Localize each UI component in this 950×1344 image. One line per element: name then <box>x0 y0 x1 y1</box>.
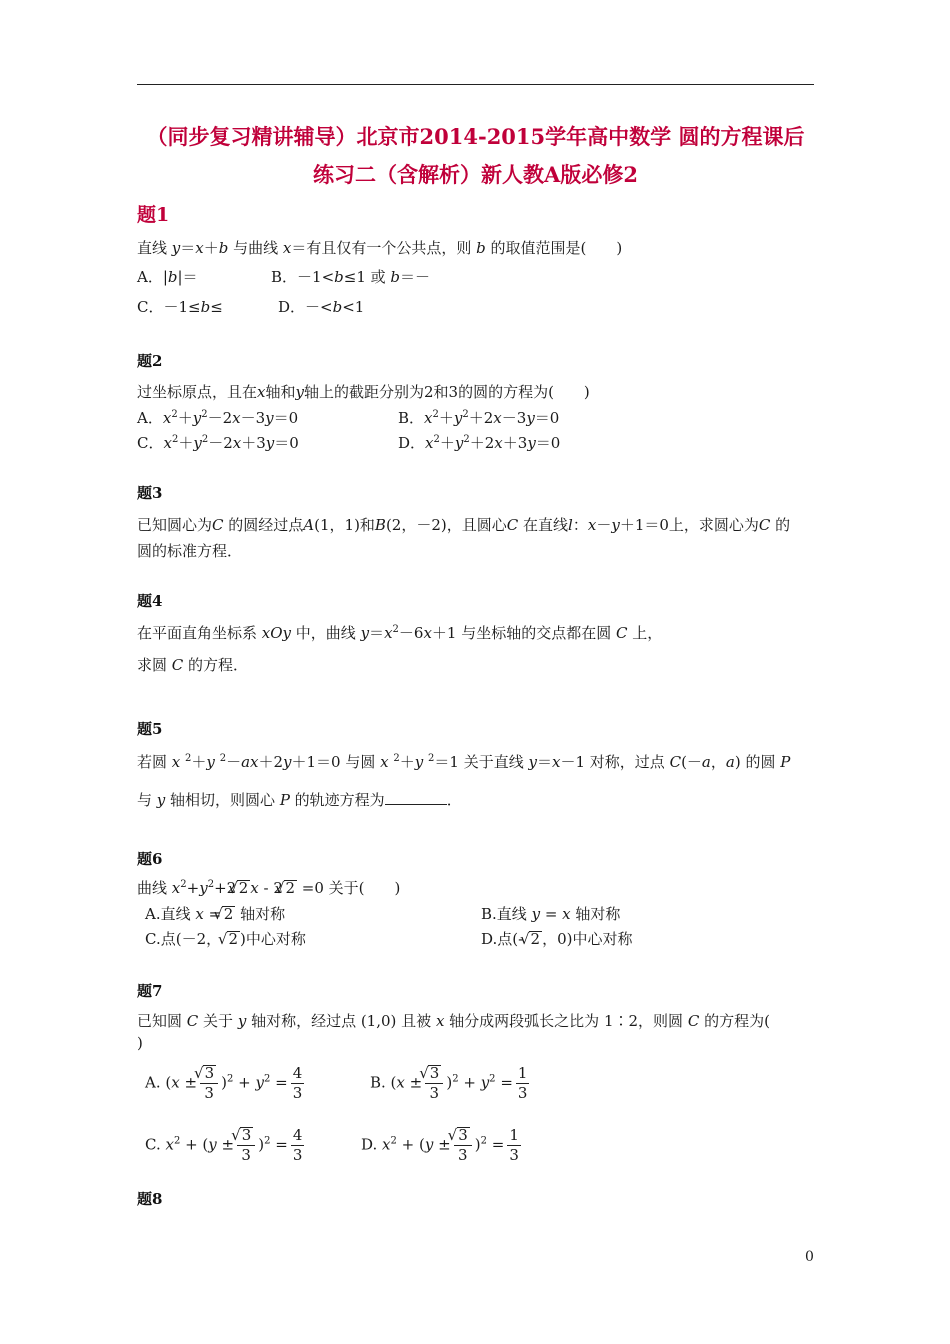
question-6-option-a: A.直线 x =√ 2 轴对称 <box>145 903 285 924</box>
title-line-2: 练习二（含解析）新人教A版必修2 <box>313 162 638 187</box>
question-6-option-d: D.点(- √ 2 ，0)中心对称 <box>481 928 632 949</box>
question-3-stem-line-1: 已知圆心为C 的圆经过点A(1，1)和B(2，－2)，且圆心C 在直线l：x－y＋1＝0上，求圆心为C 的 <box>137 516 791 534</box>
question-3-heading: 题3 <box>137 484 163 502</box>
question-5-heading: 题5 <box>137 720 163 738</box>
question-1-stem: 直线 y＝x＋b 与曲线 x＝有且仅有一个公共点，则 b 的取值范围是( ) <box>137 239 623 257</box>
title-line-1: （同步复习精讲辅导）北京市2014-2015学年高中数学 圆的方程课后 <box>146 124 805 149</box>
document-title <box>137 118 814 194</box>
question-1-option-a: A．|b|＝ <box>137 268 198 286</box>
question-4-stem-line-2: 求圆 C 的方程． <box>137 656 249 674</box>
question-7-option-d: D. $x^2 + (y$ ± √ $\frac{3}{3}$ )$^2$ = $\frac{1}{3}$ <box>361 1126 524 1165</box>
question-7-option-a: A. (x ± √ $\frac{3}{3}$ )$^2 + y^2$ = $\frac{4}{3}$ <box>145 1064 307 1103</box>
answer-blank[interactable] <box>385 792 447 805</box>
question-4-stem-line-1: 在平面直角坐标系 xOy 中，曲线 $y=x^2-6x+1$ 与坐标轴的交点都在圆 C 上， <box>137 624 663 642</box>
question-1-heading: 题1 <box>137 204 170 226</box>
question-7-stem-line-1: 已知圆 C 关于 y 轴对称，经过点 (1,0) 且被 x 轴分成两段弧长之比为 1∶2，则圆 C 的方程为( <box>137 1012 770 1030</box>
question-5-stem-line-1: 若圆 x $^2$＋y $^2$－ax＋2y＋1＝0 与圆 x $^2$＋y $^2$＝1 关于直线 y＝x－1 对称，过点 C(－a，a) 的圆 P <box>137 753 791 771</box>
top-rule <box>137 84 814 85</box>
question-2-option-a: A．$x^2+y^2-2x-3y=0$ <box>137 409 299 427</box>
question-2-heading: 题2 <box>137 352 163 370</box>
question-5-stem-line-2: 与 y 轴相切，则圆心 P 的轨迹方程为 ． <box>137 791 462 809</box>
question-6-stem: 曲线 $x^2+y^2+2√$ 2 x - 2√ 2 =0 关于( ) <box>137 877 400 898</box>
question-2-option-c: C．$x^2+y^2-2x+3y=0$ <box>137 434 299 452</box>
question-2-option-b: B．$x^2+y^2+2x-3y=0$ <box>398 409 560 427</box>
question-1-option-d: D．－<b<1 <box>278 298 365 316</box>
question-1-option-c: C．－1≤b≤ <box>137 298 223 316</box>
question-7-stem-line-2: ) <box>137 1034 143 1052</box>
question-3-stem-line-2: 圆的标准方程． <box>137 542 243 560</box>
question-2-option-d: D．$x^2+y^2+2x+3y=0$ <box>398 434 561 452</box>
question-4-heading: 题4 <box>137 592 163 610</box>
page-number: 0 <box>805 1249 814 1265</box>
question-7-heading: 题7 <box>137 982 163 1000</box>
question-6-heading: 题6 <box>137 850 163 868</box>
question-6-option-c: C.点(－2， √ 2 )中心对称 <box>145 928 306 949</box>
question-6-option-b: B.直线 y = x 轴对称 <box>481 905 621 923</box>
question-7-option-c: C. $x^2 + (y$ ± √ $\frac{3}{3}$ )$^2$ = $\frac{4}{3}$ <box>145 1126 307 1165</box>
question-7-option-b: B. (x ± √ $\frac{3}{3}$ )$^2 + y^2$ = $\frac{1}{3}$ <box>370 1064 532 1103</box>
question-1-option-b: B．－1<b≤1 或 b＝－ <box>271 268 431 286</box>
question-2-stem: 过坐标原点，且在x轴和y轴上的截距分别为2和3的圆的方程为( ) <box>137 383 590 401</box>
question-8-heading: 题8 <box>137 1190 163 1208</box>
